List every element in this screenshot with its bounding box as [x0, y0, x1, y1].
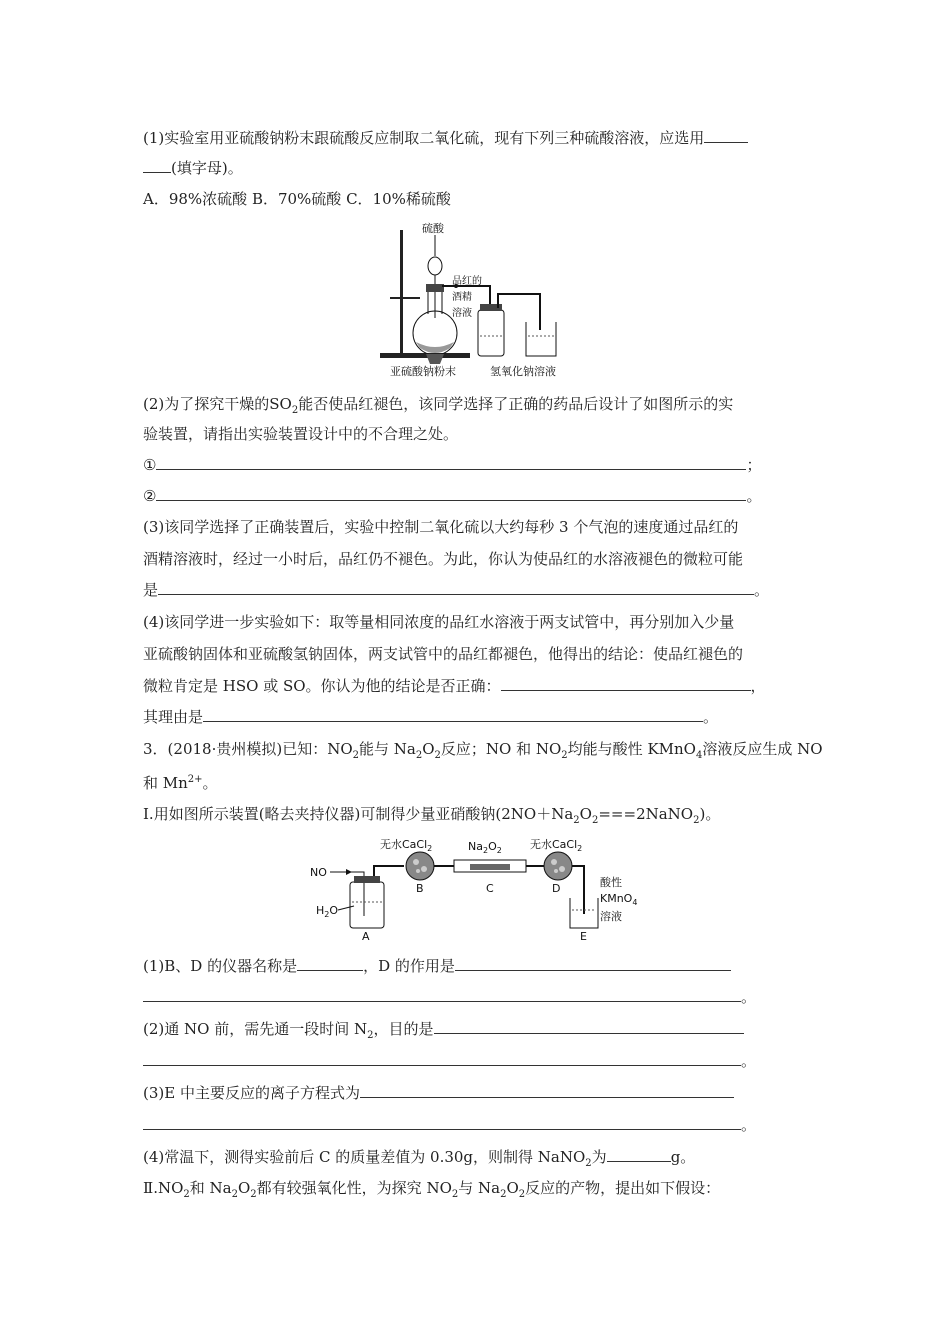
label-dye3: 溶液 — [452, 308, 472, 319]
s2-line2: 。 — [143, 1051, 756, 1071]
label-naoh: 氢氧化钠溶液 — [490, 365, 556, 378]
answer-blank[interactable] — [143, 158, 171, 173]
s4-line1: (4)常温下，测得实验前后 C 的质量差值为 0.30g，则制得 NaNO$_2$为 g。 — [143, 1148, 696, 1169]
so2-apparatus-figure — [380, 218, 580, 380]
q1-line1: (1)实验室用亚硫酸钠粉末跟硫酸反应制取二氧化硫，现有下列三种硫酸溶液，应选用 — [143, 128, 748, 148]
q3-line3: 是 。 — [143, 581, 770, 599]
q3-line1: (3)该同学选择了正确装置后，实验中控制二氧化硫以大约每秒 3 个气泡的速度通过品红的 — [143, 518, 739, 536]
p3-part1: Ⅰ.用如图所示装置(略去夹持仪器)可制得少量亚硝酸钠$(2NO+Na_2O_2===2NaNO_2)$。 — [143, 805, 721, 826]
part2-line: $Ⅱ.NO_2$和 $Na_2O_2$都有较强氧化性，为探究 $NO_2$与 $Na_2O_2$反应的产物，提出如下假设： — [143, 1179, 721, 1200]
q4-line3: 微粒肯定是 HSO 或 SO。你认为他的结论是否正确： ， — [143, 677, 766, 695]
label-powder: 亚硫酸钠粉末 — [390, 365, 456, 378]
q4-line4: 其理由是 。 — [143, 708, 719, 726]
s1-line2: 。 — [143, 987, 756, 1007]
answer-blank[interactable] — [156, 455, 746, 470]
label-solution: 溶液 — [600, 910, 622, 923]
s3-line2: 。 — [143, 1115, 756, 1135]
nano2-apparatus-figure — [308, 836, 648, 944]
label-c: C — [486, 882, 494, 895]
p3-line2: 和 $Mn^{2+}$。 — [143, 774, 218, 792]
s2-line1: (2)通 NO 前，需先通一段时间 $N_2$，目的是 — [143, 1019, 744, 1046]
s3-line1: (3)E 中主要反应的离子方程式为 — [143, 1083, 734, 1103]
svg-text:H2O: $H_2O$ — [316, 904, 339, 919]
label-dye2: 酒精 — [452, 292, 472, 303]
label-acid: 硫酸 — [422, 222, 444, 235]
answer-blank[interactable] — [434, 1019, 744, 1034]
answer-blank[interactable] — [455, 956, 731, 971]
answer-blank[interactable] — [143, 1115, 741, 1130]
q1-line2: (填字母)。 — [143, 158, 243, 178]
answer-blank[interactable] — [203, 707, 703, 722]
q2-line2: 验装置，请指出实验装置设计中的不合理之处。 — [143, 425, 459, 443]
label-no: NO — [310, 866, 327, 879]
label-dye1: 品红的 — [452, 276, 482, 287]
q2-line1: (2)为了探究干燥的$SO_2$能否使品红褪色，该同学选择了正确的药品后设计了如图所示的实 — [143, 395, 734, 416]
label-b: B — [416, 882, 424, 895]
answer-blank[interactable] — [143, 1051, 741, 1066]
label-e: E — [580, 930, 587, 943]
q4-line2: 亚硫酸钠固体和亚硫酸氢钠固体，两支试管中的品红都褪色，他得出的结论：使品红褪色的 — [143, 645, 744, 663]
label-d: D — [552, 882, 561, 895]
answer-blank[interactable] — [297, 956, 363, 971]
answer-blank[interactable] — [143, 987, 741, 1002]
svg-text:无水CaCl2: 无水CaCl$_2$ — [530, 838, 583, 853]
answer-blank[interactable] — [704, 128, 748, 143]
label-a: A — [362, 930, 370, 943]
answer-blank[interactable] — [607, 1147, 671, 1162]
answer-blank[interactable] — [156, 486, 746, 501]
q3-line2: 酒精溶液时，经过一小时后，品红仍不褪色。为此，你认为使品红的水溶液褪色的微粒可能 — [143, 550, 744, 568]
s1-line1: (1)B、D 的仪器名称是 ，D 的作用是 — [143, 956, 731, 976]
p3-line1: 3．(2018·贵州模拟)已知：$NO_2$能与 $Na_2O_2$反应；NO 和 $NO_2$均能与酸性 KMnO$_4$溶液反应生成 NO — [143, 740, 823, 761]
q4-line1: (4)该同学进一步实验如下：取等量相同浓度的品红水溶液于两支试管中，再分别加入少量 — [143, 613, 735, 631]
answer-blank[interactable] — [158, 580, 754, 595]
label-acidic: 酸性 — [600, 876, 622, 889]
svg-text:无水CaCl2: 无水CaCl$_2$ — [380, 838, 433, 853]
q1-options: A．98%浓硫酸 B．70%硫酸 C．10%稀硫酸 — [143, 190, 451, 208]
answer-blank[interactable] — [501, 676, 751, 691]
answer-blank[interactable] — [360, 1083, 734, 1098]
q2-item1: ① ； — [143, 456, 762, 474]
svg-text:Na2O2: $Na_2O_2$ — [468, 840, 502, 855]
q2-item2: ② 。 — [143, 487, 762, 505]
svg-text:KMnO4: KMnO$_4$ — [600, 892, 638, 907]
